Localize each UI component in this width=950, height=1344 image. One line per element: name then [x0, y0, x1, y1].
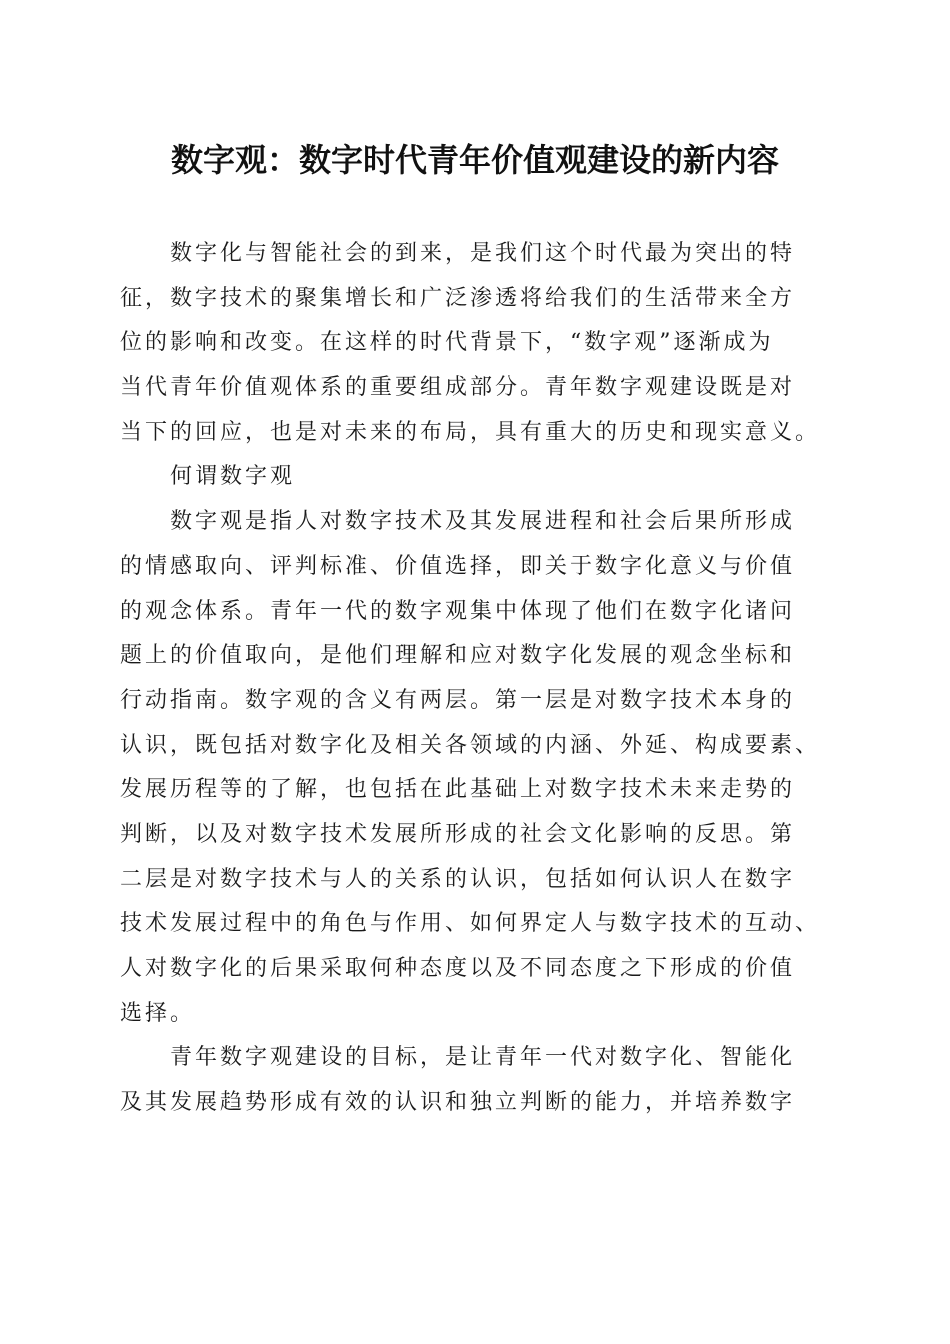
text-line: 发展历程等的了解，也包括在此基础上对数字技术未来走势的 [120, 777, 796, 803]
text-line: 数字化与智能社会的到来，是我们这个时代最为突出的特 [170, 241, 796, 266]
text-line: 及其发展趋势形成有效的认识和独立判断的能力，并培养数字 [120, 1090, 796, 1116]
text-line: 位的影响和改变。在这样的时代背景下，“数字观”逐渐成为 [120, 330, 774, 356]
text-line: 当代青年价值观体系的重要组成部分。青年数字观建设既是对 [120, 375, 796, 401]
text-line: 二层是对数字技术与人的关系的认识，包括如何认识人在数字 [120, 866, 796, 892]
text-line: 征，数字技术的聚集增长和广泛渗透将给我们的生活带来全方 [120, 285, 796, 311]
text-line: 行动指南。数字观的含义有两层。第一层是对数字技术本身的 [120, 687, 796, 713]
text-line: 选择。 [120, 1000, 196, 1026]
text-line: 当下的回应，也是对未来的布局，具有重大的历史和现实意义。 [120, 419, 821, 445]
section-heading: 何谓数字观 [170, 464, 296, 490]
text-line: 青年数字观建设的目标，是让青年一代对数字化、智能化 [170, 1045, 796, 1071]
text-line: 数字观是指人对数字技术及其发展进程和社会后果所形成 [170, 509, 796, 535]
text-line: 判断，以及对数字技术发展所形成的社会文化影响的反思。第 [120, 821, 796, 847]
text-line: 技术发展过程中的角色与作用、如何界定人与数字技术的互动、 [120, 911, 821, 937]
article-body [120, 232, 836, 1126]
text-line: 的观念体系。青年一代的数字观集中体现了他们在数字化诸问 [120, 598, 796, 624]
page-title: 数字观：数字时代青年价值观建设的新内容 [170, 141, 779, 179]
text-line: 认识，既包括对数字化及相关各领域的内涵、外延、构成要素、 [120, 732, 821, 758]
text-line: 题上的价值取向，是他们理解和应对数字化发展的观念坐标和 [120, 643, 796, 669]
text-line: 的情感取向、评判标准、价值选择，即关于数字化意义与价值 [120, 553, 796, 579]
text-line: 人对数字化的后果采取何种态度以及不同态度之下形成的价值 [120, 956, 796, 981]
